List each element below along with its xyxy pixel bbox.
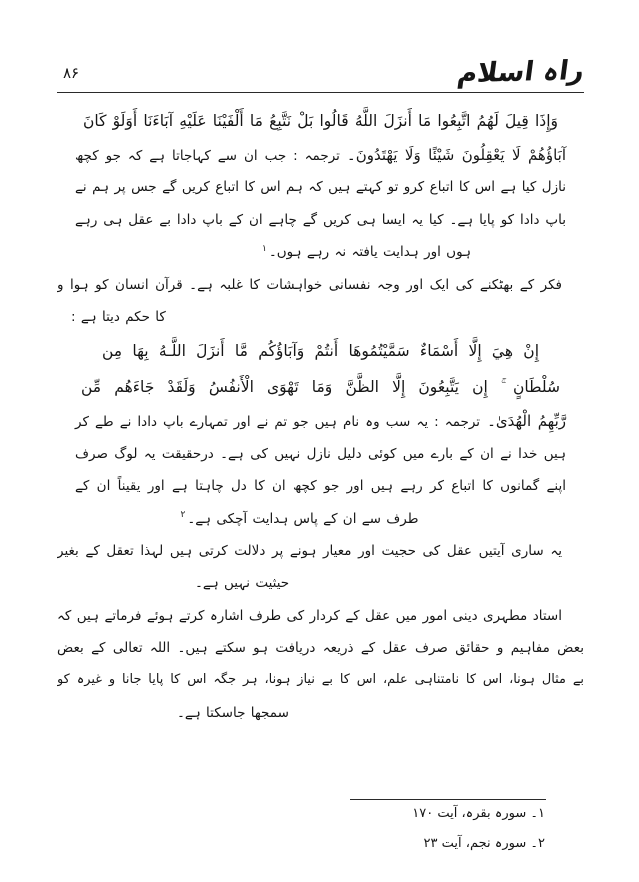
arabic-fragment: آبَاؤُهُمْ لَا يَعْقِلُونَ شَيْئًا وَلَا يَهْتَدُونَ۔ — [346, 146, 566, 164]
arabic-fragment: رَّبِّهِمُ الْهُدَىٰ۔ — [487, 412, 567, 431]
footnote-marker-2: ۲ — [180, 510, 186, 521]
body-text-line: استاد مطہری دینی امور میں عقل کے کردار کی طرف اشارہ کرتے ہوئے فرماتے ہیں کہ — [57, 607, 562, 624]
body-text-line: فکر کے بھٹکنے کی ایک اور وجہ نفسانی خواہشات کا غلبہ ہے۔ قرآن انسان کو ہوا و — [57, 276, 562, 293]
quran-verse-line: وَإِذَا قِيلَ لَهُمُ اتَّبِعُوا مَا أَنزَلَ اللَّهُ قَالُوا بَلْ نَتَّبِعُ مَا أَلْفَيْنَا عَلَيْهِ آبَاءَنَا أَوَلَوْ كَانَ — [83, 112, 558, 130]
verse-translation-line — [57, 503, 584, 535]
page-number: ۸۶ — [63, 64, 80, 82]
footnote-1: ۱۔ سورہ بقرہ، آیت ۱۷۰ — [412, 806, 545, 821]
page-header — [57, 44, 587, 90]
verse-translation-line — [57, 236, 584, 268]
urdu-fragment: ترجمہ : جب ان سے کہاجاتا ہے کہ جو کچھ — [75, 148, 340, 164]
verse-translation-line: اپنے گمانوں کا اتباع کر رہے ہیں اور جو کچھ ان کا دل چاہتا ہے اور یقیناً ان کے — [75, 478, 566, 495]
urdu-fragment: طرف سے ان کے پاس ہدایت آچکی ہے۔ — [187, 510, 419, 527]
footnote-marker-1: ۱ — [262, 243, 267, 254]
body-text-line: بے مثال ہونا، اس کا نامتناہی علم، اس کا بے نیاز ہونا، ہر جگہ اس کا پایا جانا و غیرہ کو — [57, 672, 584, 688]
footnote-2: ۲۔ سورہ نجم، آیت ۲۳ — [423, 836, 545, 851]
body-text-line: حیثیت نہیں ہے۔ — [195, 575, 290, 592]
body-text-line: یہ ساری آیتیں عقل کی حجیت اور معیار ہونے پر دلالت کرتی ہیں لہذا تعقل کے بغیر — [57, 542, 562, 559]
verse-translation-line: باپ دادا کو پایا ہے۔ کیا یہ ایسا ہی کریں گے چاہے ان کے باپ دادا بے عقل ہی رہے — [75, 211, 566, 228]
body-text-line: سمجھا جاسکتا ہے۔ — [177, 704, 289, 721]
verse-translation-line: نازل کیا ہے اس کا اتباع کرو تو کہتے ہیں کہ ہم اس کا اتباع کریں گے جس پر ہم نے — [75, 179, 566, 196]
urdu-fragment: ہوں اور ہدایت یافتہ نہ رہے ہوں۔ — [268, 244, 471, 261]
urdu-fragment: ترجمہ : یہ سب وہ نام ہیں جو تم نے اور تمہارے باپ دادا نے طے کر — [75, 414, 481, 431]
body-text-line: کا حکم دیتا ہے : — [71, 308, 166, 325]
verse-translation-line — [57, 139, 584, 171]
verse-translation-line: ہیں خدا نے ان کے بارے میں کوئی دلیل نازل نہیں کی ہے۔ درحقیقت یہ لوگ صرف — [75, 445, 566, 462]
quran-verse-line: إِنْ هِيَ إِلَّا أَسْمَاءٌ سَمَّيْتُمُوهَا أَنتُمْ وَآبَاؤُكُم مَّا أَنزَلَ اللَّـهُ بِهَا مِن — [102, 342, 539, 361]
book-title-calligraphy: راہ اسلام — [455, 55, 587, 90]
body-text-line: بعض مفاہیم و حقائق صرف عقل کے ذریعہ دریافت ہو سکتے ہیں۔ اللہ تعالی کے بعض — [57, 640, 584, 657]
page-body — [57, 103, 584, 729]
verse-translation-line — [57, 405, 584, 437]
header-divider-rule — [57, 92, 584, 93]
quran-verse-line: سُلْطَانٍ ۚ إِن يَتَّبِعُونَ إِلَّا الظَّنَّ وَمَا تَهْوَى الْأَنفُسُ وَلَقَدْ جَاءَهُم مِّن — [81, 378, 560, 397]
footnote-divider-rule — [350, 799, 546, 800]
